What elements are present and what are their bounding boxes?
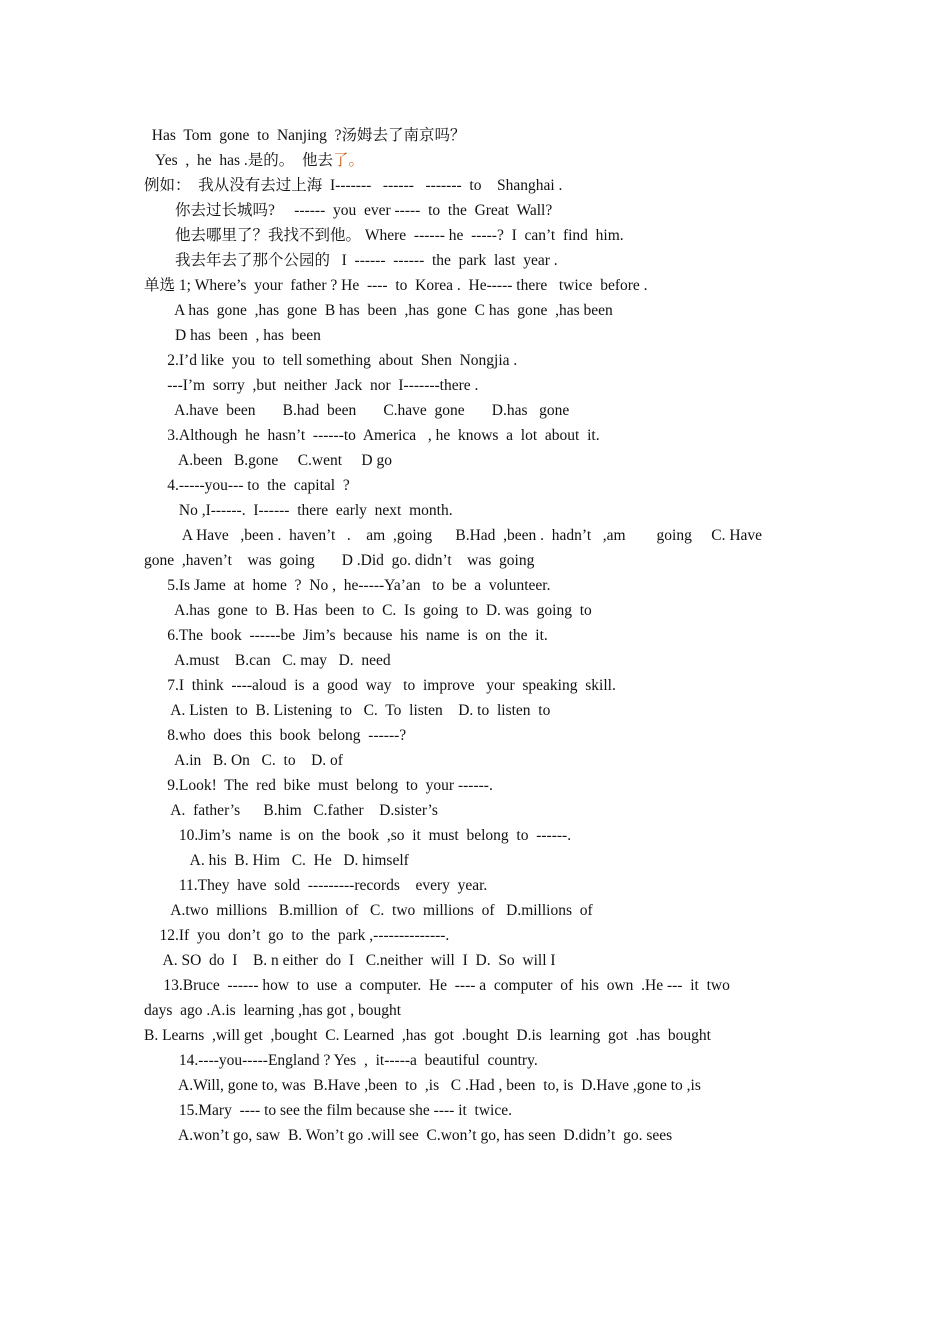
question-3: 3.Although he hasn’t ------to America , he knows a lot about it. <box>144 427 600 444</box>
question-4-options: A Have ,been . haven’t . am ,going B.Had ,been . hadn’t ,am going C. Have <box>144 527 763 544</box>
question-9-options: A. father’s B.him C.father D.sister’s <box>144 802 438 819</box>
question-7: 7.I think ----aloud is a good way to improve your speaking skill. <box>144 677 616 694</box>
question-11: 11.They have sold ---------records every year. <box>144 877 488 894</box>
question-6: 6.The book ------be Jim’s because his name is on the it. <box>144 627 548 644</box>
question-8-options: A.in B. On C. to D. of <box>144 752 343 769</box>
question-14: 14.----you-----England ? Yes , it-----a beautiful country. <box>144 1052 538 1069</box>
example-line-5: 他去哪里了？我找不到他。 Where ------ he -----? I can’t find him. <box>144 227 624 244</box>
example-line-2 <box>144 151 364 171</box>
question-12: 12.If you don’t go to the park ,--------------. <box>144 927 450 944</box>
example-line-2-text: Yes , he has .是的。 他去 <box>144 152 334 169</box>
example-line-4: 你去过长城吗? ------ you ever ----- to the Great Wall? <box>144 202 553 219</box>
question-5: 5.Is Jame at home ? No , he-----Ya’an to be a volunteer. <box>144 577 551 594</box>
question-4-line-2: No ,I------. I------ there early next month. <box>144 502 453 519</box>
question-1-options-a: A has gone ,has gone B has been ,has gone C has gone ,has been <box>144 302 613 319</box>
accent-text: 了。 <box>333 152 365 169</box>
question-2-line-2: ---I’m sorry ,but neither Jack nor I-------there . <box>144 377 479 394</box>
question-9: 9.Look! The red bike must belong to your ------. <box>144 777 493 794</box>
question-3-options: A.been B.gone C.went D go <box>144 452 392 469</box>
question-10-options: A. his B. Him C. He D. himself <box>144 852 409 869</box>
example-line-1: Has Tom gone to Nanjing ?汤姆去了南京吗？ <box>144 127 466 144</box>
question-6-options: A.must B.can C. may D. need <box>144 652 391 669</box>
example-line-3: 例如： 我从没有去过上海 I------- ------ ------- to Shanghai . <box>144 177 563 194</box>
question-15-options: A.won’t go, saw B. Won’t go .will see C.won’t go, has seen D.didn’t go. sees <box>144 1127 673 1144</box>
question-8: 8.who does this book belong ------? <box>144 727 407 744</box>
question-4-options-cont: gone ,haven’t was going D .Did go. didn’t was going <box>144 552 535 569</box>
question-14-options: A.Will, gone to, was B.Have ,been to ,is C .Had , been to, is D.Have ,gone to ,is <box>144 1077 701 1094</box>
question-2: 2.I’d like you to tell something about Shen Nongjia . <box>144 352 518 369</box>
question-12-options: A. SO do I B. n either do I C.neither will I D. So will I <box>144 952 556 969</box>
question-10: 10.Jim’s name is on the book ,so it must belong to ------. <box>144 827 572 844</box>
question-7-options: A. Listen to B. Listening to C. To listen D. to listen to <box>144 702 551 719</box>
question-1: 单选 1; Where’s your father ? He ---- to Korea . He----- there twice before . <box>144 277 648 294</box>
question-11-options: A.two millions B.million of C. two millions of D.millions of <box>144 902 593 919</box>
example-line-6: 我去年去了那个公园的 I ------ ------ the park last year . <box>144 252 558 269</box>
question-4: 4.-----you--- to the capital ? <box>144 477 350 494</box>
question-13: 13.Bruce ------ how to use a computer. He ---- a computer of his own .He --- it two <box>144 977 730 994</box>
question-13-options: B. Learns ,will get ,bought C. Learned ,has got .bought D.is learning got .has bought <box>144 1027 711 1044</box>
question-2-options: A.have been B.had been C.have gone D.has gone <box>144 402 570 419</box>
question-1-options-b: D has been , has been <box>144 327 321 344</box>
question-13-cont: days ago .A.is learning ,has got , bought <box>144 1002 402 1019</box>
question-5-options: A.has gone to B. Has been to C. Is going to D. was going to <box>144 602 592 619</box>
question-15: 15.Mary ---- to see the film because she ---- it twice. <box>144 1102 512 1119</box>
